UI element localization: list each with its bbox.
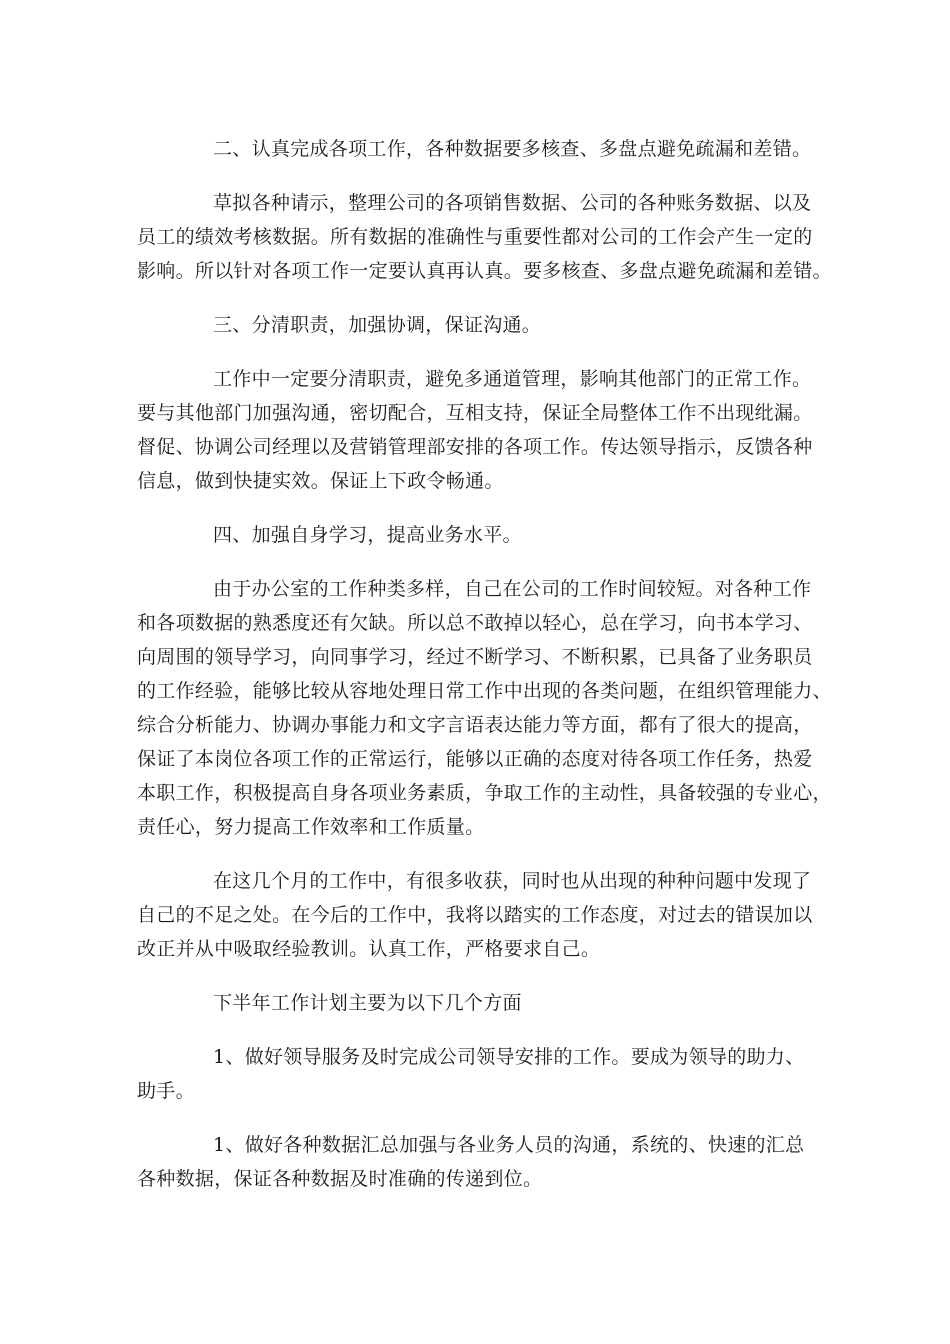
paragraph-line: 信息，做到快捷实效。保证上下政令畅通。 — [137, 470, 504, 492]
paragraph-line: 的工作经验，能够比较从容地处理日常工作中出现的各类问题，在组织管理能力、 — [137, 680, 832, 702]
paragraph-line: 保证了本岗位各项工作的正常运行，能够以正确的态度对待各项工作任务，热爱 — [137, 748, 813, 770]
list-item-line: 各种数据，保证各种数据及时准确的传递到位。 — [137, 1168, 543, 1190]
list-item-line: 1、做好各种数据汇总加强与各业务人员的沟通，系统的、快速的汇总 — [213, 1134, 805, 1156]
paragraph-line: 影响。所以针对各项工作一定要认真再认真。要多核查、多盘点避免疏漏和差错。 — [137, 260, 832, 282]
paragraph-line: 综合分析能力、协调办事能力和文字言语表达能力等方面，都有了很大的提高， — [137, 714, 813, 736]
paragraph-line: 责任心，努力提高工作效率和工作质量。 — [137, 816, 485, 838]
list-item-line: 1、做好领导服务及时完成公司领导安排的工作。要成为领导的助力、 — [213, 1046, 805, 1068]
paragraph-line: 草拟各种请示，整理公司的各项销售数据、公司的各种账务数据、以及 — [213, 192, 812, 214]
paragraph-line: 改正并从中吸取经验教训。认真工作，严格要求自己。 — [137, 938, 601, 960]
paragraph-line: 向周围的领导学习，向同事学习，经过不断学习、不断积累，已具备了业务职员 — [137, 646, 813, 668]
paragraph-heading-plan: 下半年工作计划主要为以下几个方面 — [213, 992, 522, 1014]
paragraph-heading-4: 四、加强自身学习，提高业务水平。 — [213, 524, 522, 546]
paragraph-line: 自己的不足之处。在今后的工作中，我将以踏实的工作态度，对过去的错误加以 — [137, 904, 813, 926]
paragraph-line: 员工的绩效考核数据。所有数据的准确性与重要性都对公司的工作会产生一定的 — [137, 226, 813, 248]
paragraph-line: 督促、协调公司经理以及营销管理部安排的各项工作。传达领导指示，反馈各种 — [137, 436, 813, 458]
paragraph-line: 要与其他部门加强沟通，密切配合，互相支持，保证全局整体工作不出现纰漏。 — [137, 402, 813, 424]
list-item-line: 助手。 — [137, 1080, 195, 1102]
paragraph-line: 和各项数据的熟悉度还有欠缺。所以总不敢掉以轻心，总在学习，向书本学习、 — [137, 612, 813, 634]
paragraph-line: 本职工作，积极提高自身各项业务素质，争取工作的主动性，具备较强的专业心， — [137, 782, 832, 804]
paragraph-line: 工作中一定要分清职责，避免多通道管理，影响其他部门的正常工作。 — [213, 368, 812, 390]
paragraph-heading-2: 二、认真完成各项工作，各种数据要多核查、多盘点避免疏漏和差错。 — [213, 138, 812, 160]
paragraph-heading-3: 三、分清职责，加强协调，保证沟通。 — [213, 314, 542, 336]
paragraph-line: 由于办公室的工作种类多样，自己在公司的工作时间较短。对各种工作 — [213, 578, 812, 600]
paragraph-line: 在这几个月的工作中，有很多收获，同时也从出现的种种问题中发现了 — [213, 870, 812, 892]
